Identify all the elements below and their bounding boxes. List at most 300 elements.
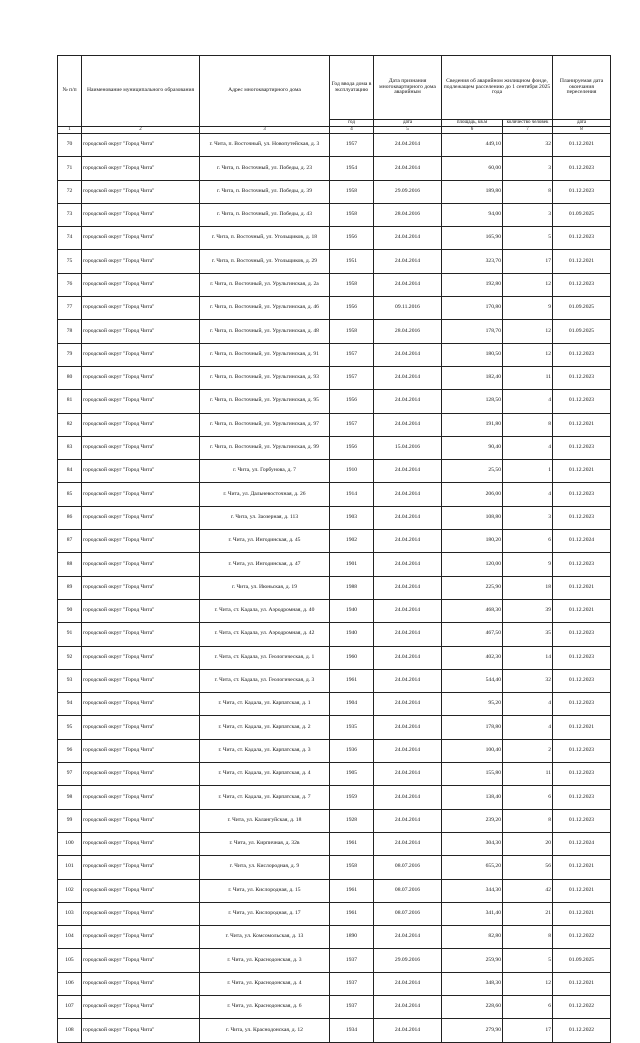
people-count-cell: 3 [503, 203, 553, 226]
area-cell: 191,80 [442, 413, 503, 436]
table-row [58, 1019, 611, 1042]
planned-date-cell: 01.12.2021 [553, 250, 611, 273]
people-count-cell: 4 [503, 390, 553, 413]
row-number: 102 [58, 879, 82, 902]
row-number: 83 [58, 436, 82, 459]
municipality-cell: городской округ "Город Чита" [82, 739, 200, 762]
address-cell: г. Чита, п. Восточный, ул. Угольщиков, д. 29 [200, 250, 330, 273]
area-cell: 323,70 [442, 250, 503, 273]
planned-date-cell: 01.12.2023 [553, 227, 611, 250]
address-cell: г. Чита, п. Восточный, ул. Урульгинская, д. 93 [200, 366, 330, 389]
recognition-date-cell: 24.04.2014 [374, 646, 442, 669]
recognition-date-cell: 24.04.2014 [374, 460, 442, 483]
row-number: 98 [58, 786, 82, 809]
area-cell: 128,50 [442, 390, 503, 413]
row-number: 93 [58, 669, 82, 692]
recognition-date-cell: 24.04.2014 [374, 157, 442, 180]
row-number: 101 [58, 856, 82, 879]
row-number: 73 [58, 203, 82, 226]
people-count-cell: 6 [503, 995, 553, 1018]
year-cell: 1903 [330, 506, 374, 529]
people-count-cell: 12 [503, 320, 553, 343]
area-cell: 468,30 [442, 599, 503, 622]
row-number: 104 [58, 926, 82, 949]
people-count-cell: 4 [503, 436, 553, 459]
table-row [58, 297, 611, 320]
area-cell: 108,80 [442, 506, 503, 529]
people-count-cell: 4 [503, 693, 553, 716]
table-row [58, 203, 611, 226]
address-cell: г. Чита, ул. Краснодонская, д. 12 [200, 1019, 330, 1042]
address-cell: г. Чита, ул. Дальневосточная, д. 26 [200, 483, 330, 506]
row-number: 84 [58, 460, 82, 483]
address-cell: г. Чита, ул. Комсомольская, д. 13 [200, 926, 330, 949]
header-recognition-date: Дата признания многоквартирного дома аварийным [374, 56, 442, 120]
table-row [58, 180, 611, 203]
municipality-cell: городской округ "Город Чита" [82, 413, 200, 436]
row-number: 92 [58, 646, 82, 669]
recognition-date-cell: 29.09.2016 [374, 180, 442, 203]
unit-count: количество человек [503, 120, 553, 127]
planned-date-cell: 01.12.2023 [553, 343, 611, 366]
address-cell: г. Чита, п. Восточный, ул. Новопутейская, д. 3 [200, 134, 330, 157]
row-number: 85 [58, 483, 82, 506]
planned-date-cell: 01.09.2025 [553, 297, 611, 320]
people-count-cell: 32 [503, 134, 553, 157]
row-number: 95 [58, 716, 82, 739]
recognition-date-cell: 24.04.2014 [374, 366, 442, 389]
municipality-cell: городской округ "Город Чита" [82, 786, 200, 809]
address-cell: г. Чита, п. Восточный, ул. Урульгинская, д. 91 [200, 343, 330, 366]
people-count-cell: 8 [503, 413, 553, 436]
area-cell: 279,90 [442, 1019, 503, 1042]
planned-date-cell: 01.12.2023 [553, 506, 611, 529]
year-cell: 1940 [330, 599, 374, 622]
table-row [58, 646, 611, 669]
people-count-cell: 4 [503, 716, 553, 739]
address-cell: г. Чита, ст. Кадала, ул. Аэродромная, д. 40 [200, 599, 330, 622]
table-row [58, 343, 611, 366]
address-cell: г. Чита, ул. Ингодинская, д. 45 [200, 530, 330, 553]
people-count-cell: 6 [503, 786, 553, 809]
table-row [58, 460, 611, 483]
address-cell: г. Чита, ст. Кадала, ул. Карпатская, д. 4 [200, 763, 330, 786]
row-number: 105 [58, 949, 82, 972]
row-number: 74 [58, 227, 82, 250]
people-count-cell: 4 [503, 483, 553, 506]
people-count-cell: 3 [503, 506, 553, 529]
area-cell: 178,70 [442, 320, 503, 343]
municipality-cell: городской округ "Город Чита" [82, 995, 200, 1018]
col-number: 3 [200, 127, 330, 134]
address-cell: г. Чита, ул. Июньская, д. 19 [200, 576, 330, 599]
municipality-cell: городской округ "Город Чита" [82, 180, 200, 203]
municipality-cell: городской округ "Город Чита" [82, 856, 200, 879]
year-cell: 1904 [330, 693, 374, 716]
municipality-cell: городской округ "Город Чита" [82, 460, 200, 483]
row-number: 86 [58, 506, 82, 529]
area-cell: 180,20 [442, 530, 503, 553]
municipality-cell: городской округ "Город Чита" [82, 926, 200, 949]
people-count-cell: 17 [503, 1019, 553, 1042]
year-cell: 1905 [330, 763, 374, 786]
table-row [58, 599, 611, 622]
area-cell: 182,40 [442, 366, 503, 389]
planned-date-cell: 01.12.2022 [553, 926, 611, 949]
table-row [58, 809, 611, 832]
recognition-date-cell: 24.04.2014 [374, 227, 442, 250]
recognition-date-cell: 24.04.2014 [374, 390, 442, 413]
row-number: 81 [58, 390, 82, 413]
row-number: 76 [58, 273, 82, 296]
planned-date-cell: 01.12.2024 [553, 530, 611, 553]
municipality-cell: городской округ "Город Чита" [82, 343, 200, 366]
table-row [58, 902, 611, 925]
row-number: 80 [58, 366, 82, 389]
table-row [58, 366, 611, 389]
address-cell: г. Чита, ст. Кадала, ул. Карпатская, д. 3 [200, 739, 330, 762]
row-number: 103 [58, 902, 82, 925]
recognition-date-cell: 24.04.2014 [374, 343, 442, 366]
people-count-cell: 11 [503, 366, 553, 389]
recognition-date-cell: 24.04.2014 [374, 926, 442, 949]
row-number: 96 [58, 739, 82, 762]
col-number: 8 [553, 127, 611, 134]
address-cell: г. Чита, ул. Ингодинская, д. 47 [200, 553, 330, 576]
area-cell: 467,50 [442, 623, 503, 646]
col-number: 6 [442, 127, 503, 134]
planned-date-cell: 01.12.2021 [553, 413, 611, 436]
people-count-cell: 12 [503, 972, 553, 995]
table-row [58, 995, 611, 1018]
recognition-date-cell: 24.04.2014 [374, 832, 442, 855]
recognition-date-cell: 24.04.2014 [374, 763, 442, 786]
table-row [58, 832, 611, 855]
year-cell: 1957 [330, 366, 374, 389]
municipality-cell: городской округ "Город Чита" [82, 972, 200, 995]
year-cell: 1937 [330, 972, 374, 995]
row-number: 88 [58, 553, 82, 576]
table-row [58, 786, 611, 809]
municipality-cell: городской округ "Город Чита" [82, 902, 200, 925]
area-cell: 189,80 [442, 180, 503, 203]
recognition-date-cell: 24.04.2014 [374, 809, 442, 832]
people-count-cell: 39 [503, 599, 553, 622]
recognition-date-cell: 28.04.2016 [374, 203, 442, 226]
year-cell: 1956 [330, 227, 374, 250]
recognition-date-cell: 24.04.2014 [374, 739, 442, 762]
municipality-cell: городской округ "Город Чита" [82, 483, 200, 506]
municipality-cell: городской округ "Город Чита" [82, 203, 200, 226]
year-cell: 1957 [330, 343, 374, 366]
planned-date-cell: 01.12.2021 [553, 134, 611, 157]
row-number: 99 [58, 809, 82, 832]
area-cell: 94,00 [442, 203, 503, 226]
col-number: 4 [330, 127, 374, 134]
recognition-date-cell: 24.04.2014 [374, 576, 442, 599]
address-cell: г. Чита, ул. Заозерная, д. 113 [200, 506, 330, 529]
municipality-cell: городской округ "Город Чита" [82, 250, 200, 273]
municipality-cell: городской округ "Город Чита" [82, 227, 200, 250]
recognition-date-cell: 15.04.2016 [374, 436, 442, 459]
people-count-cell: 8 [503, 926, 553, 949]
table-row [58, 436, 611, 459]
municipality-cell: городской округ "Город Чита" [82, 599, 200, 622]
year-cell: 1961 [330, 902, 374, 925]
people-count-cell: 5 [503, 949, 553, 972]
address-cell: г. Чита, ул. Кислородная, д. 9 [200, 856, 330, 879]
municipality-cell: городской округ "Город Чита" [82, 646, 200, 669]
row-number: 97 [58, 763, 82, 786]
address-cell: г. Чита, ул. Краснодонская, д. 4 [200, 972, 330, 995]
unit-year: год [330, 120, 374, 127]
table-row [58, 157, 611, 180]
row-number: 89 [58, 576, 82, 599]
address-cell: г. Чита, п. Восточный, ул. Победы, д. 23 [200, 157, 330, 180]
table-row [58, 506, 611, 529]
header-planned-date: Планируемая дата окончания переселения [553, 56, 611, 120]
table-row [58, 390, 611, 413]
area-cell: 348,30 [442, 972, 503, 995]
people-count-cell: 8 [503, 180, 553, 203]
table-row [58, 972, 611, 995]
header-num: № п/п [58, 56, 82, 127]
people-count-cell: 42 [503, 879, 553, 902]
table-row [58, 949, 611, 972]
year-cell: 1928 [330, 809, 374, 832]
recognition-date-cell: 24.04.2014 [374, 413, 442, 436]
planned-date-cell: 01.12.2023 [553, 809, 611, 832]
unit-area: площадь, кв.м [442, 120, 503, 127]
row-number: 106 [58, 972, 82, 995]
municipality-cell: городской округ "Город Чита" [82, 716, 200, 739]
planned-date-cell: 01.12.2023 [553, 623, 611, 646]
planned-date-cell: 01.12.2023 [553, 390, 611, 413]
address-cell: г. Чита, п. Восточный, ул. Урульгинская, д. 97 [200, 413, 330, 436]
year-cell: 1958 [330, 856, 374, 879]
row-number: 72 [58, 180, 82, 203]
row-number: 78 [58, 320, 82, 343]
area-cell: 304,30 [442, 832, 503, 855]
people-count-cell: 56 [503, 856, 553, 879]
planned-date-cell: 01.12.2023 [553, 157, 611, 180]
municipality-cell: городской округ "Город Чита" [82, 576, 200, 599]
year-cell: 1935 [330, 716, 374, 739]
year-cell: 1956 [330, 436, 374, 459]
address-cell: г. Чита, ст. Кадала, ул. Карпатская, д. 7 [200, 786, 330, 809]
planned-date-cell: 01.12.2023 [553, 786, 611, 809]
recognition-date-cell: 24.04.2014 [374, 273, 442, 296]
planned-date-cell: 01.12.2023 [553, 366, 611, 389]
year-cell: 1961 [330, 832, 374, 855]
address-cell: г. Чита, п. Восточный, ул. Победы, д. 43 [200, 203, 330, 226]
area-cell: 225,90 [442, 576, 503, 599]
address-cell: г. Чита, ул. Калангуйская, д. 18 [200, 809, 330, 832]
recognition-date-cell: 24.04.2014 [374, 1019, 442, 1042]
municipality-cell: городской округ "Город Чита" [82, 366, 200, 389]
row-number: 77 [58, 297, 82, 320]
area-cell: 449,10 [442, 134, 503, 157]
address-cell: г. Чита, ул. Горбунова, д. 7 [200, 460, 330, 483]
address-cell: г. Чита, ул. Кислородная, д. 15 [200, 879, 330, 902]
year-cell: 1961 [330, 879, 374, 902]
year-cell: 1936 [330, 739, 374, 762]
municipality-cell: городской округ "Город Чита" [82, 157, 200, 180]
year-cell: 1934 [330, 1019, 374, 1042]
col-number: 5 [374, 127, 442, 134]
people-count-cell: 6 [503, 530, 553, 553]
recognition-date-cell: 24.04.2014 [374, 530, 442, 553]
row-number: 82 [58, 413, 82, 436]
row-number: 100 [58, 832, 82, 855]
area-cell: 95,20 [442, 693, 503, 716]
table-body [58, 134, 611, 1043]
table-row [58, 273, 611, 296]
address-cell: г. Чита, п. Восточный, ул. Победы, д. 39 [200, 180, 330, 203]
row-number: 70 [58, 134, 82, 157]
table-row [58, 693, 611, 716]
table-row [58, 879, 611, 902]
year-cell: 1958 [330, 320, 374, 343]
area-cell: 100,40 [442, 739, 503, 762]
people-count-cell: 12 [503, 343, 553, 366]
municipality-cell: городской округ "Город Чита" [82, 832, 200, 855]
people-count-cell: 11 [503, 763, 553, 786]
planned-date-cell: 01.12.2024 [553, 832, 611, 855]
year-cell: 1960 [330, 646, 374, 669]
planned-date-cell: 01.12.2023 [553, 436, 611, 459]
table-row [58, 134, 611, 157]
unit-planned-date: дата [553, 120, 611, 127]
recognition-date-cell: 24.04.2014 [374, 693, 442, 716]
recognition-date-cell: 09.11.2016 [374, 297, 442, 320]
table-row [58, 763, 611, 786]
area-cell: 120,00 [442, 553, 503, 576]
recognition-date-cell: 24.04.2014 [374, 506, 442, 529]
table-row [58, 716, 611, 739]
area-cell: 228,60 [442, 995, 503, 1018]
people-count-cell: 17 [503, 250, 553, 273]
municipality-cell: городской округ "Город Чита" [82, 297, 200, 320]
planned-date-cell: 01.12.2021 [553, 856, 611, 879]
planned-date-cell: 01.12.2022 [553, 1019, 611, 1042]
people-count-cell: 1 [503, 460, 553, 483]
address-cell: г. Чита, ул. Краснодонская, д. 6 [200, 995, 330, 1018]
address-cell: г. Чита, ул. Кислородная, д. 17 [200, 902, 330, 925]
address-cell: г. Чита, п. Восточный, ул. Урульгинская, д. 99 [200, 436, 330, 459]
housing-table [57, 55, 611, 1043]
year-cell: 1937 [330, 995, 374, 1018]
municipality-cell: городской округ "Город Чита" [82, 879, 200, 902]
municipality-cell: городской округ "Город Чита" [82, 506, 200, 529]
recognition-date-cell: 24.04.2014 [374, 553, 442, 576]
year-cell: 1957 [330, 413, 374, 436]
planned-date-cell: 01.12.2021 [553, 879, 611, 902]
year-cell: 1956 [330, 297, 374, 320]
area-cell: 192,80 [442, 273, 503, 296]
col-number: 7 [503, 127, 553, 134]
planned-date-cell: 01.09.2025 [553, 320, 611, 343]
table-row [58, 576, 611, 599]
people-count-cell: 21 [503, 902, 553, 925]
people-count-cell: 5 [503, 227, 553, 250]
area-cell: 344,30 [442, 879, 503, 902]
area-cell: 138,40 [442, 786, 503, 809]
recognition-date-cell: 08.07.2016 [374, 902, 442, 925]
year-cell: 1940 [330, 623, 374, 646]
planned-date-cell: 01.12.2022 [553, 995, 611, 1018]
municipality-cell: городской округ "Город Чита" [82, 809, 200, 832]
year-cell: 1937 [330, 949, 374, 972]
planned-date-cell: 01.12.2023 [553, 646, 611, 669]
row-number: 108 [58, 1019, 82, 1042]
row-number: 87 [58, 530, 82, 553]
planned-date-cell: 01.12.2023 [553, 693, 611, 716]
address-cell: г. Чита, ст. Кадала, ул. Геологическая, д. 1 [200, 646, 330, 669]
table-row [58, 250, 611, 273]
recognition-date-cell: 24.04.2014 [374, 599, 442, 622]
municipality-cell: городской округ "Город Чита" [82, 763, 200, 786]
year-cell: 1914 [330, 483, 374, 506]
planned-date-cell: 01.12.2021 [553, 902, 611, 925]
recognition-date-cell: 08.07.2016 [374, 879, 442, 902]
municipality-cell: городской округ "Город Чита" [82, 320, 200, 343]
header-address: Адрес многоквартирного дома [200, 56, 330, 127]
year-cell: 1954 [330, 157, 374, 180]
planned-date-cell: 01.12.2021 [553, 716, 611, 739]
planned-date-cell: 01.12.2023 [553, 553, 611, 576]
planned-date-cell: 01.12.2021 [553, 576, 611, 599]
table-row [58, 739, 611, 762]
recognition-date-cell: 24.04.2014 [374, 972, 442, 995]
people-count-cell: 12 [503, 273, 553, 296]
row-number: 79 [58, 343, 82, 366]
people-count-cell: 8 [503, 809, 553, 832]
planned-date-cell: 01.12.2021 [553, 972, 611, 995]
area-cell: 180,50 [442, 343, 503, 366]
people-count-cell: 3 [503, 157, 553, 180]
row-number: 90 [58, 599, 82, 622]
municipality-cell: городской округ "Город Чита" [82, 553, 200, 576]
address-cell: г. Чита, п. Восточный, ул. Угольщиков, д. 18 [200, 227, 330, 250]
recognition-date-cell: 24.04.2014 [374, 786, 442, 809]
col-number: 1 [58, 127, 82, 134]
recognition-date-cell: 24.04.2014 [374, 669, 442, 692]
row-number: 75 [58, 250, 82, 273]
area-cell: 341,40 [442, 902, 503, 925]
table-row [58, 623, 611, 646]
address-cell: г. Чита, ст. Кадала, ул. Карпатская, д. 2 [200, 716, 330, 739]
year-cell: 1958 [330, 203, 374, 226]
year-cell: 1890 [330, 926, 374, 949]
people-count-cell: 9 [503, 297, 553, 320]
people-count-cell: 9 [503, 553, 553, 576]
year-cell: 1901 [330, 553, 374, 576]
year-cell: 1910 [330, 460, 374, 483]
municipality-cell: городской округ "Город Чита" [82, 693, 200, 716]
municipality-cell: городской округ "Город Чита" [82, 390, 200, 413]
year-cell: 1959 [330, 786, 374, 809]
planned-date-cell: 01.12.2023 [553, 180, 611, 203]
planned-date-cell: 01.12.2023 [553, 669, 611, 692]
people-count-cell: 20 [503, 832, 553, 855]
municipality-cell: городской округ "Город Чита" [82, 530, 200, 553]
people-count-cell: 35 [503, 623, 553, 646]
area-cell: 206,00 [442, 483, 503, 506]
people-count-cell: 14 [503, 646, 553, 669]
municipality-cell: городской округ "Город Чита" [82, 436, 200, 459]
people-count-cell: 2 [503, 739, 553, 762]
